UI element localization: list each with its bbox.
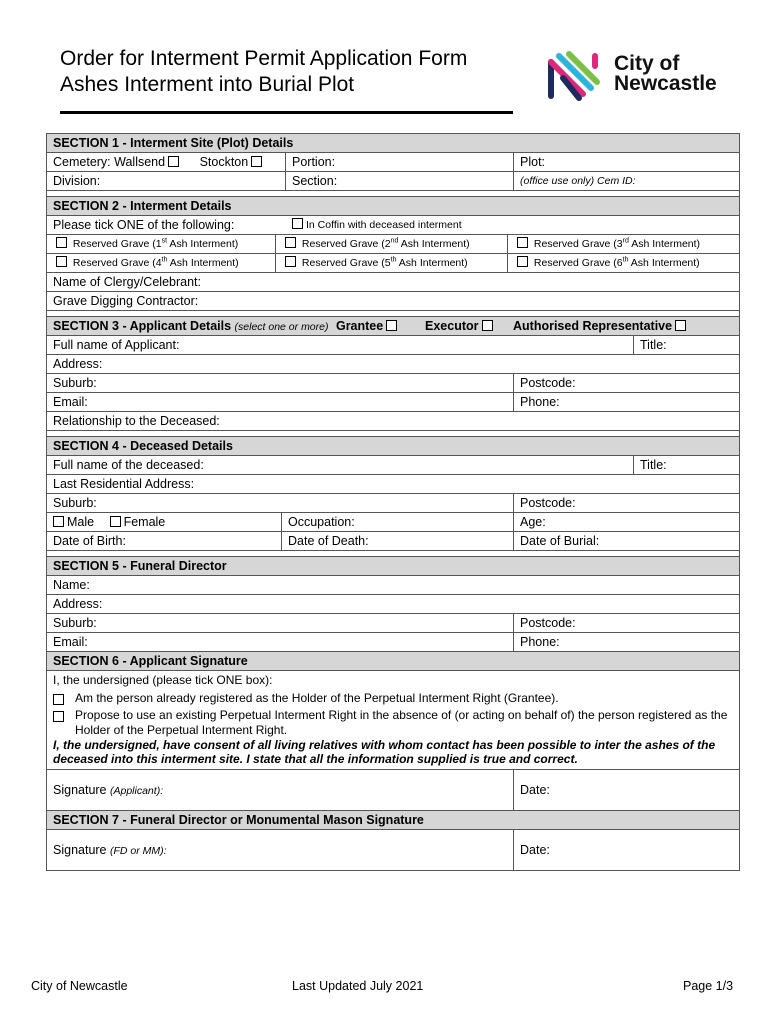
fd-phone-field[interactable]: Phone:: [513, 633, 739, 651]
deceased-dates-row: [47, 531, 739, 550]
grave-6-label: Reserved Grave (6: [533, 257, 623, 269]
grave-4-sup: th: [161, 256, 168, 264]
section-6-statement: [47, 670, 739, 769]
grave-option-6[interactable]: [507, 254, 739, 272]
applicant-title-field[interactable]: Title:: [633, 336, 739, 354]
grave-option-5[interactable]: [275, 254, 510, 272]
section-1-row-cemetery: [47, 152, 739, 171]
footer-updated: Last Updated July 2021: [292, 979, 424, 993]
coffin-label: In Coffin with deceased interment: [306, 219, 462, 231]
footer-organisation: City of Newcastle: [31, 979, 128, 993]
executor-option[interactable]: [419, 317, 515, 335]
section-2-row-tick: [47, 215, 739, 234]
fd-email-row: [47, 632, 739, 651]
contractor-row: [47, 291, 739, 310]
section-5-header: [47, 556, 739, 575]
applicant-postcode-field[interactable]: Postcode:: [513, 374, 739, 392]
grave-4-label: Reserved Grave (4: [72, 257, 162, 269]
applicant-address-field[interactable]: Address:: [53, 357, 103, 371]
title-line-2: Ashes Interment into Burial Plot: [60, 73, 355, 96]
grave-3-sup: rd: [622, 237, 629, 245]
applicant-date-field[interactable]: Date:: [513, 770, 739, 810]
applicant-signature-row: [47, 769, 739, 810]
grave-3-label-end: Ash Interment): [628, 238, 701, 250]
proxy-option-checkbox[interactable]: [53, 711, 64, 722]
footer-page-number: Page 1/3: [683, 979, 734, 993]
auth-rep-label: Authorised Representative: [513, 319, 673, 333]
section-2-row-graves-1: [47, 234, 739, 253]
grave-2-checkbox[interactable]: [285, 237, 296, 248]
form-title: [60, 46, 467, 98]
section-5-title: SECTION 5 - Funeral Director: [53, 559, 227, 573]
fd-address-row: [47, 594, 739, 613]
grave-5-label: Reserved Grave (5: [301, 257, 391, 269]
deceased-suburb-row: [47, 493, 739, 512]
deceased-name-row: [47, 455, 739, 474]
dod-field[interactable]: Date of Death:: [281, 532, 510, 550]
proxy-option-label: Propose to use an existing Perpetual Interment Right in the absence of (or acting on behalf of) the person registered as the Holder of the Perpetual Interment Right.: [75, 708, 728, 737]
executor-label: Executor: [425, 319, 479, 333]
executor-checkbox[interactable]: [482, 320, 493, 331]
consent-declaration: I, the undersigned, have consent of all living relatives with whom contact has been possible to inter the ashes of the deceased into this interment site. I state that all the information supplied is true and correct.: [53, 738, 716, 766]
city-of-newcastle-logo: [545, 48, 735, 104]
section-3-note: (select one or more): [234, 321, 329, 333]
applicant-phone-field[interactable]: Phone:: [513, 393, 739, 411]
section-7-header: [47, 810, 739, 829]
applicant-suburb-field[interactable]: Suburb:: [53, 376, 97, 390]
auth-rep-checkbox[interactable]: [675, 320, 686, 331]
plot-field[interactable]: Plot:: [513, 153, 739, 171]
contractor-field[interactable]: Grave Digging Contractor:: [53, 294, 199, 308]
grave-2-sup: nd: [390, 237, 399, 245]
stockton-checkbox[interactable]: [251, 156, 262, 167]
grave-option-3[interactable]: [507, 235, 739, 253]
grave-1-label: Reserved Grave (1: [72, 238, 162, 250]
relationship-row: [47, 411, 739, 430]
logo-line-2: Newcastle: [614, 72, 717, 95]
applicant-email-row: [47, 392, 739, 411]
undersigned-intro: I, the undersigned (please tick ONE box):: [53, 673, 273, 687]
fd-signature-note: (FD or MM):: [110, 845, 167, 857]
occupation-field[interactable]: Occupation:: [281, 513, 510, 531]
section-6-title: SECTION 6 - Applicant Signature: [53, 654, 248, 668]
grave-2-label: Reserved Grave (2: [301, 238, 391, 250]
proxy-option[interactable]: [53, 708, 733, 738]
fd-date-field[interactable]: Date:: [513, 830, 739, 870]
grantee-option-label: Am the person already registered as the Holder of the Perpetual Interment Right (Grantee).: [75, 691, 559, 705]
newcastle-logo-mark-icon: [545, 48, 607, 104]
grave-5-label-end: Ash Interment): [396, 257, 468, 269]
portion-field[interactable]: Portion:: [285, 153, 516, 171]
section-2-row-graves-2: [47, 253, 739, 272]
female-checkbox[interactable]: [110, 516, 121, 527]
grave-6-label-end: Ash Interment): [628, 257, 700, 269]
fd-email-field[interactable]: Email:: [53, 635, 88, 649]
cemetery-field: [47, 153, 283, 171]
deceased-address-row: [47, 474, 739, 493]
section-3-title: [47, 317, 423, 335]
female-label: Female: [123, 515, 166, 529]
cemetery-label: Cemetery: Wallsend: [53, 155, 166, 169]
section-1-row-division: [47, 171, 739, 190]
logo-line-1: City of: [614, 52, 680, 75]
grantee-option-checkbox[interactable]: [53, 694, 64, 705]
grave-option-2[interactable]: [275, 235, 510, 253]
fd-address-field[interactable]: Address:: [53, 597, 103, 611]
burial-date-field[interactable]: Date of Burial:: [513, 532, 739, 550]
deceased-address-field[interactable]: Last Residential Address:: [53, 477, 195, 491]
section-7-title: SECTION 7 - Funeral Director or Monumental Mason Signature: [53, 813, 424, 827]
deceased-title-field[interactable]: Title:: [633, 456, 739, 474]
male-label: Male: [67, 515, 95, 529]
applicant-address-row: [47, 354, 739, 373]
signature-note: (Applicant):: [110, 785, 164, 797]
section-1-header: [47, 134, 739, 152]
logo-wordmark: [614, 54, 717, 94]
grave-2-label-end: Ash Interment): [398, 238, 470, 250]
fd-name-row: [47, 575, 739, 594]
section-2-header: [47, 196, 739, 215]
grave-4-label-end: Ash Interment): [167, 257, 239, 269]
grantee-label: Grantee: [335, 319, 384, 333]
grave-4-checkbox[interactable]: [56, 256, 67, 267]
deceased-gender-row: [47, 512, 739, 531]
grave-6-checkbox[interactable]: [517, 256, 528, 267]
applicant-signature-field[interactable]: [47, 770, 509, 810]
clergy-field[interactable]: Name of Clergy/Celebrant:: [53, 275, 201, 289]
relationship-field[interactable]: Relationship to the Deceased:: [53, 414, 220, 428]
title-line-1: Order for Interment Permit Application Form: [60, 47, 468, 70]
age-field[interactable]: Age:: [513, 513, 739, 531]
gender-field: [47, 513, 277, 531]
clergy-row: [47, 272, 739, 291]
grave-3-label: Reserved Grave (3: [533, 238, 623, 250]
applicant-email-field[interactable]: Email:: [53, 395, 88, 409]
grave-5-checkbox[interactable]: [285, 256, 296, 267]
section-3-heading: SECTION 3 - Applicant Details: [53, 319, 232, 333]
section-2-title: SECTION 2 - Interment Details: [53, 199, 232, 213]
section-1-title: SECTION 1 - Interment Site (Plot) Details: [53, 136, 294, 150]
deceased-name-field[interactable]: Full name of the deceased:: [53, 458, 204, 472]
grantee-option[interactable]: [53, 691, 733, 706]
dob-field[interactable]: Date of Birth:: [53, 534, 126, 548]
grave-1-sup: st: [161, 237, 168, 245]
cem-id-field: (office use only) Cem ID:: [513, 172, 739, 190]
permit-form: [46, 133, 740, 871]
fd-suburb-row: [47, 613, 739, 632]
fd-signature-row: [47, 829, 739, 870]
fd-signature-label: Signature: [53, 843, 107, 857]
fd-suburb-field[interactable]: Suburb:: [53, 616, 97, 630]
section-4-title: SECTION 4 - Deceased Details: [53, 439, 233, 453]
deceased-suburb-field[interactable]: Suburb:: [53, 496, 97, 510]
auth-rep-option[interactable]: [507, 317, 739, 335]
signature-label: Signature: [53, 783, 107, 797]
applicant-name-field[interactable]: Full name of Applicant:: [53, 338, 180, 352]
coffin-option[interactable]: [283, 216, 739, 234]
grave-option-1[interactable]: [47, 235, 277, 253]
deceased-postcode-field[interactable]: Postcode:: [513, 494, 739, 512]
tick-one-label: Please tick ONE of the following:: [53, 218, 235, 232]
grave-1-label-end: Ash Interment): [167, 238, 239, 250]
title-underline: [60, 111, 513, 114]
grave-1-checkbox[interactable]: [56, 237, 67, 248]
fd-name-field[interactable]: Name:: [53, 578, 90, 592]
grantee-checkbox[interactable]: [386, 320, 397, 331]
wallsend-checkbox[interactable]: [168, 156, 179, 167]
grave-option-4[interactable]: [47, 254, 277, 272]
fd-postcode-field[interactable]: Postcode:: [513, 614, 739, 632]
applicant-name-row: [47, 335, 739, 354]
fd-signature-field[interactable]: [47, 830, 509, 870]
section-4-header: [47, 436, 739, 455]
coffin-checkbox[interactable]: [292, 218, 303, 229]
grave-5-sup: th: [390, 256, 397, 264]
grave-6-sup: th: [622, 256, 629, 264]
division-field[interactable]: Division:: [53, 174, 101, 188]
section-3-header: [47, 316, 739, 335]
section-field[interactable]: Section:: [285, 172, 516, 190]
grave-3-checkbox[interactable]: [517, 237, 528, 248]
stockton-label: Stockton: [199, 155, 249, 169]
applicant-suburb-row: [47, 373, 739, 392]
section-6-header: [47, 651, 739, 670]
male-checkbox[interactable]: [53, 516, 64, 527]
